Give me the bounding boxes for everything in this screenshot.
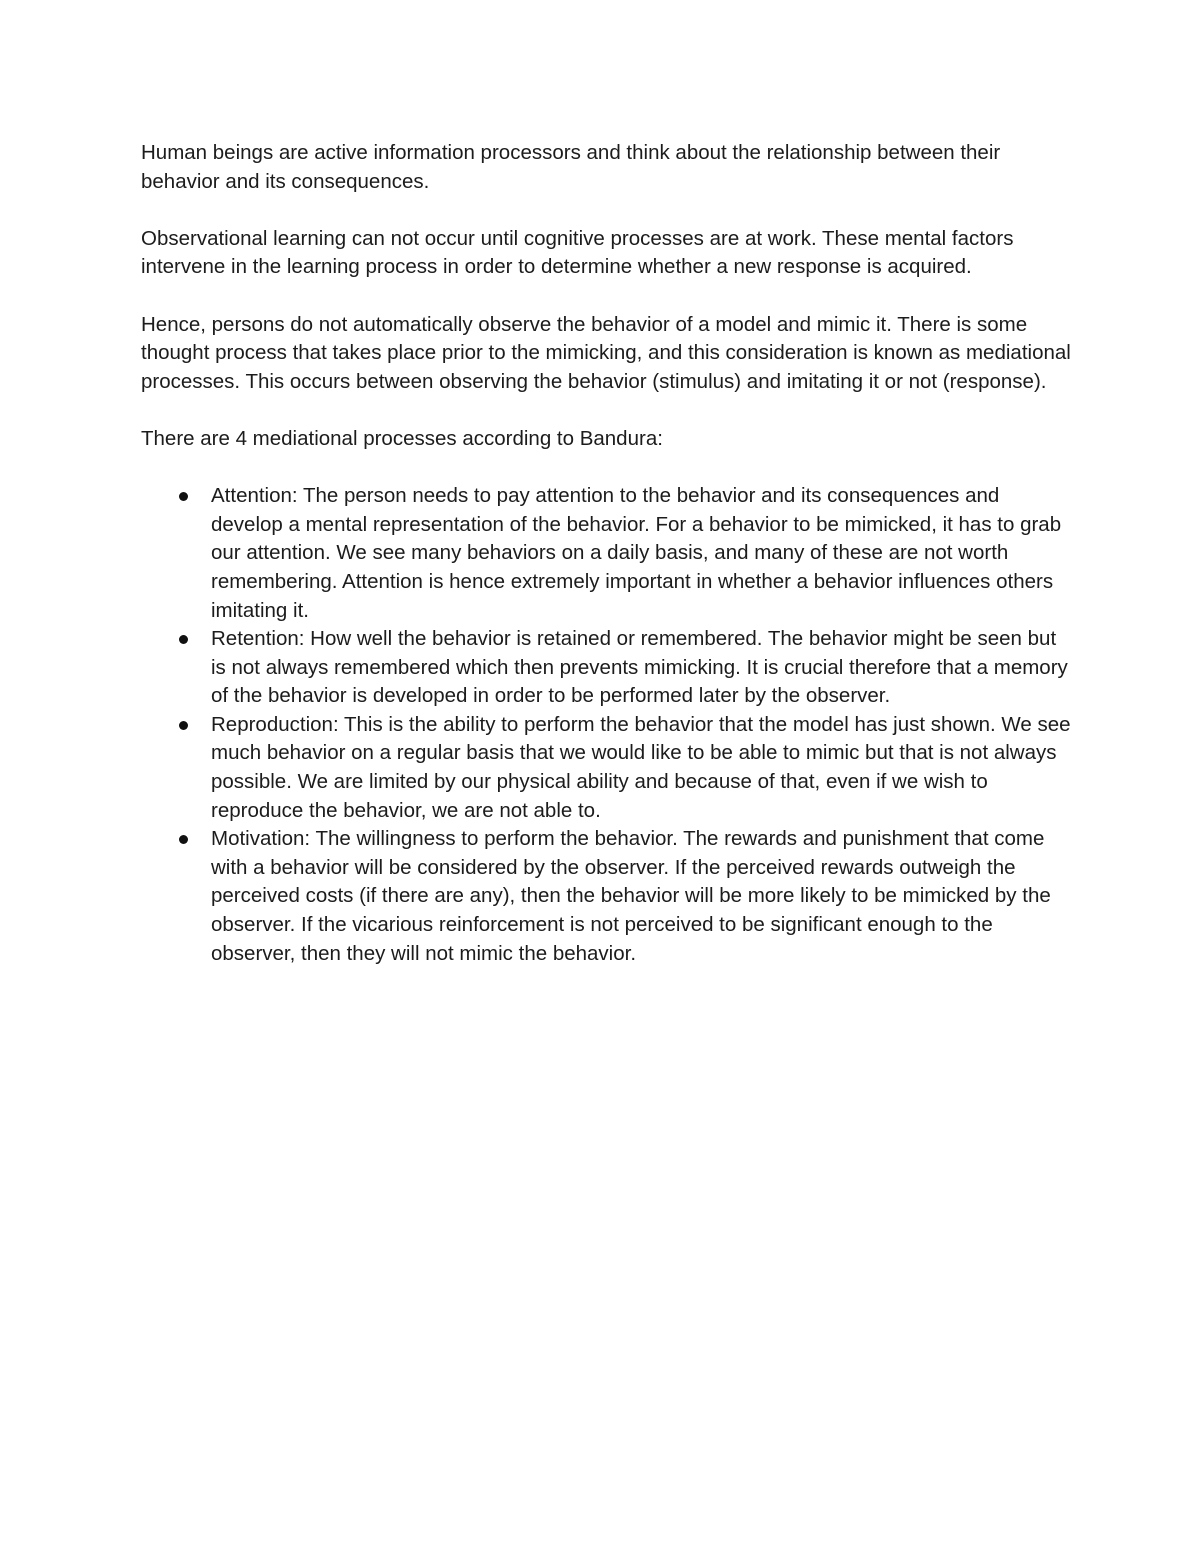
- paragraph-intro: Human beings are active information processors and think about the relationship between their behavior and its consequences.: [141, 141, 1001, 193]
- bullet-dot-icon: [179, 721, 188, 730]
- bullet-dot-icon: [179, 835, 188, 844]
- list-item-text: Motivation: The willingness to perform the behavior. The rewards and punishment that come with a behavior will be considered by the observer. If the perceived rewards outweigh the perceived costs (if there are any), then the behavior will be more likely to be mimicked by the observer. If the vicarious reinforcement is not perceived to be significant enough to the observer, then they will not mimic the behavior.: [211, 827, 1051, 965]
- list-item-retention: [141, 625, 1071, 711]
- paragraph-mediational-processes: Hence, persons do not automatically observe the behavior of a model and mimic it. There is some thought process that takes place prior to the mimicking, and this consideration is known as mediational processes. This occurs between observing the behavior (stimulus) and imitating it or not (response).: [141, 312, 1071, 393]
- bullet-dot-icon: [179, 492, 188, 501]
- list-item-text: Retention: How well the behavior is retained or remembered. The behavior might be seen but is not always remembered which then prevents mimicking. It is crucial therefore that a memory of the behavior is developed in order to be performed later by the observer.: [211, 627, 1068, 708]
- mediational-process-list: [141, 482, 1071, 968]
- document-body: [141, 139, 1071, 968]
- list-item-motivation: [141, 825, 1071, 968]
- paragraph-list-intro: There are 4 mediational processes according to Bandura:: [141, 426, 663, 450]
- list-item-reproduction: [141, 711, 1071, 825]
- list-item-attention: [141, 482, 1071, 625]
- bullet-dot-icon: [179, 635, 188, 644]
- list-item-text: Reproduction: This is the ability to perform the behavior that the model has just shown. We see much behavior on a regular basis that we would like to be able to mimic but that is not always possible. We are limited by our physical ability and because of that, even if we wish to reproduce the behavior, we are not able to.: [211, 712, 1071, 822]
- paragraph-cognitive-processes: Observational learning can not occur until cognitive processes are at work. These mental factors intervene in the learning process in order to determine whether a new response is acquired.: [141, 226, 1014, 279]
- list-item-text: Attention: The person needs to pay attention to the behavior and its consequences and develop a mental representation of the behavior. For a behavior to be mimicked, it has to grab our attention. We see many behaviors on a daily basis, and many of these are not worth remembering. Attention is hence extremely important in whether a behavior influences others imitating it.: [211, 484, 1062, 622]
